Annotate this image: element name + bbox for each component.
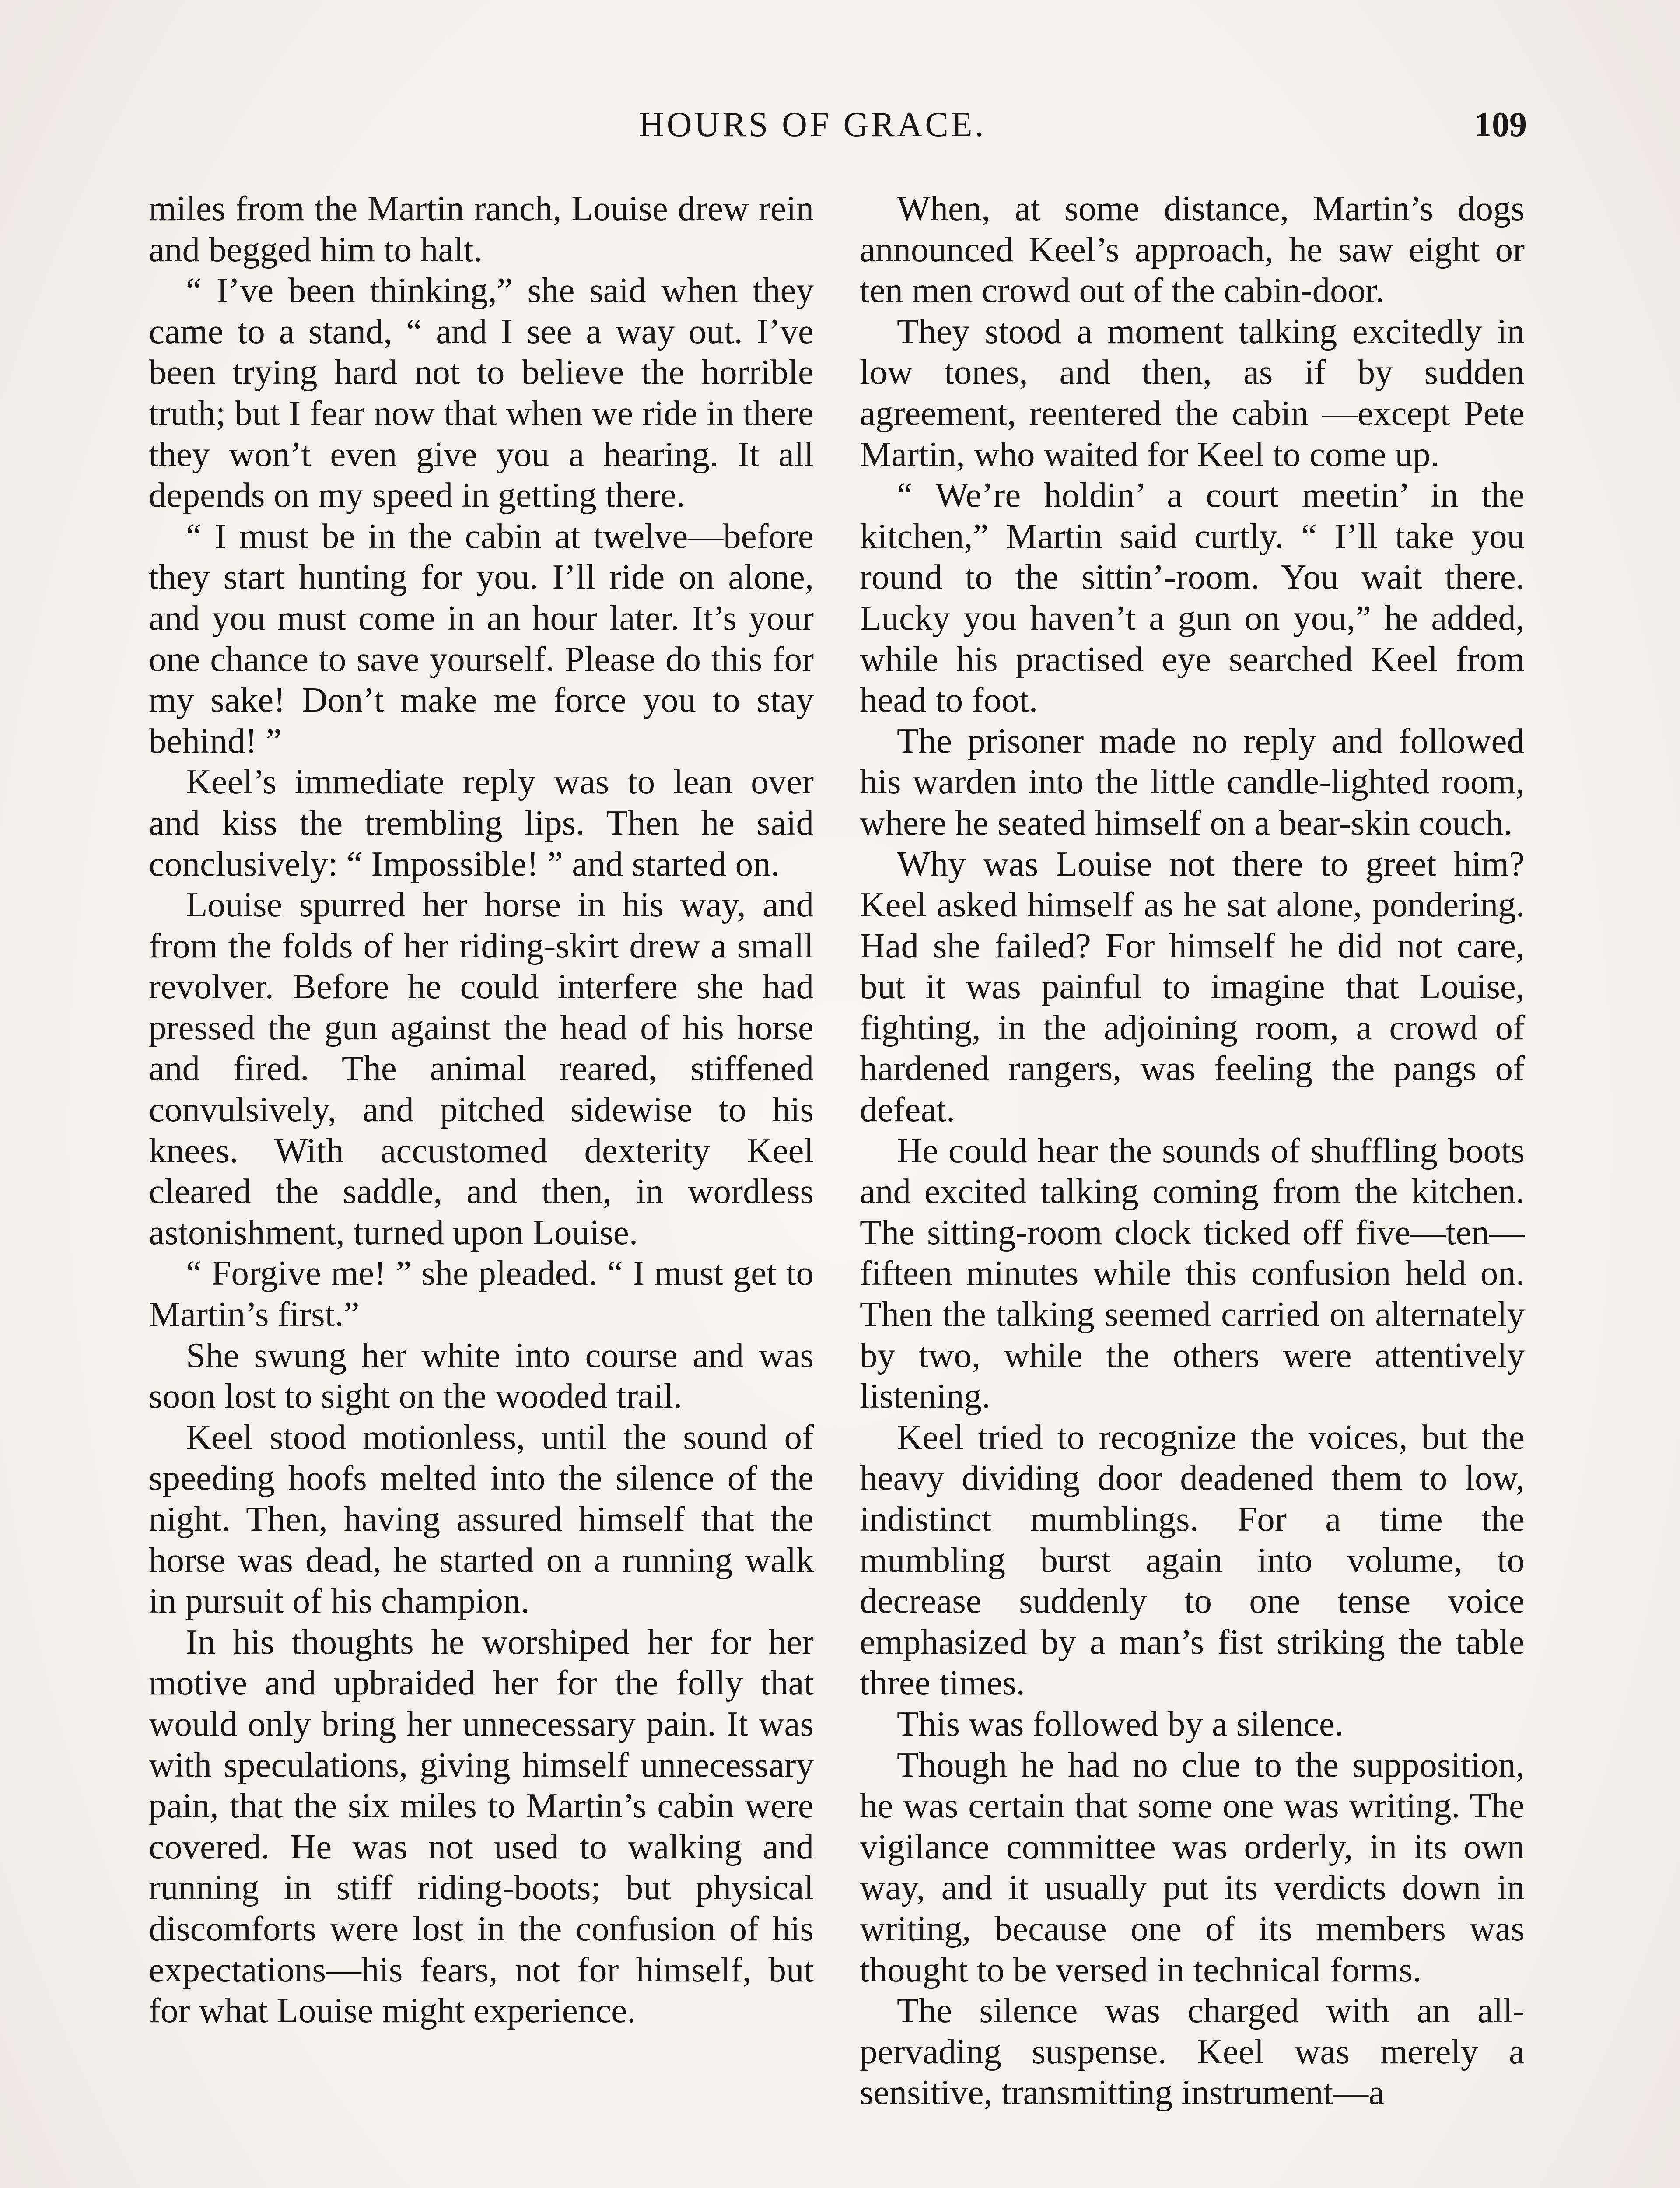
paragraph: In his thoughts he worshiped her for her motive and upbraided her for the folly that would only bring her unnecessary pain. It was with speculations, giving himself unnecessary pain, that the six miles to Martin’s cabin were covered. He was not used to walking and running in stiff riding-boots; but physical discomforts were lost in the confusion of his expectations—his fears, not for himself, but for what Louise might experience. bbox=[149, 1622, 814, 2030]
paragraph: “ We’re holdin’ a court meetin’ in the kitchen,” Martin said curtly. “ I’ll take you round to the sittin’-room. You wait there. Lucky you haven’t a gun on you,” he added, while his practised eye searched Keel from head to foot. bbox=[860, 475, 1525, 720]
paragraph: Though he had no clue to the supposition, he was certain that some one was writing. The vigilance committee was orderly, in its own way, and it usually put its verdicts down in writing, because one of its members was thought to be versed in technical forms. bbox=[860, 1745, 1525, 1989]
paragraph: Louise spurred her horse in his way, and from the folds of her riding-skirt drew a small revolver. Before he could interfere she had pressed the gun against the head of his horse and fired. The animal reared, stiffened convulsively, and pitched sidewise to his knees. With accustomed dexterity Keel cleared the saddle, and then, in wordless astonishment, turned upon Louise. bbox=[149, 885, 814, 1252]
paragraph: Keel stood motionless, until the sound of speeding hoofs melted into the silence of the night. Then, having assured himself that the horse was dead, he started on a running walk in pursuit of his champion. bbox=[149, 1417, 814, 1621]
paragraph: The silence was charged with an all-pervading suspense. Keel was merely a sensitive, transmitting instrument—a bbox=[860, 1991, 1525, 2112]
paragraph: Why was Louise not there to greet him? Keel asked himself as he sat alone, pondering. Had she failed? For himself he did not care, but it was painful to imagine that Louise, fighting, in the adjoining room, a crowd of hardened rangers, was feeling the pangs of defeat. bbox=[860, 844, 1525, 1129]
paragraph: She swung her white into course and was soon lost to sight on the wooded trail. bbox=[149, 1335, 814, 1416]
right-text-column bbox=[860, 188, 1525, 2113]
paragraph: When, at some distance, Martin’s dogs announced Keel’s approach, he saw eight or ten men crowd out of the cabin-door. bbox=[860, 189, 1525, 310]
paragraph: “ I must be in the cabin at twelve—before they start hunting for you. I’ll ride on alone, and you must come in an hour later. It’s your one chance to save yourself. Please do this for my sake! Don’t make me force you to stay behind! ” bbox=[149, 516, 814, 761]
page-number: 109 bbox=[1474, 105, 1527, 144]
paragraph: Keel tried to recognize the voices, but the heavy dividing door deadened them to low, indistinct mumblings. For a time the mumbling burst again into volume, to decrease suddenly to one tense voice emphasized by a man’s fist striking the table three times. bbox=[860, 1417, 1525, 1703]
paragraph: Keel’s immediate reply was to lean over and kiss the trembling lips. Then he said conclusively: “ Impossible! ” and started on. bbox=[149, 762, 814, 884]
paragraph: “ Forgive me! ” she pleaded. “ I must get to Martin’s first.” bbox=[149, 1253, 814, 1334]
paragraph: This was followed by a silence. bbox=[897, 1704, 1344, 1743]
paragraph: He could hear the sounds of shuffling boots and excited talking coming from the kitchen. The sitting-room clock ticked off five—ten—fifteen minutes while this confusion held on. Then the talking seemed carried on alternately by two, while the others were attentively listening. bbox=[860, 1130, 1525, 1416]
left-text-column bbox=[149, 188, 814, 2031]
paragraph: The prisoner made no reply and followed his warden into the little candle-lighted room, where he seated himself on a bear-skin couch. bbox=[860, 721, 1525, 842]
running-head-title: HOURS OF GRACE. bbox=[639, 105, 987, 144]
paragraph: miles from the Martin ranch, Louise drew rein and begged him to halt. bbox=[149, 189, 814, 269]
paragraph: They stood a moment talking excitedly in low tones, and then, as if by sudden agreement, reentered the cabin —except Pete Martin, who waited for Keel to come up. bbox=[860, 311, 1525, 474]
paragraph: “ I’ve been thinking,” she said when they came to a stand, “ and I see a way out. I’ve been trying hard not to believe the horrible truth; but I fear now that when we ride in there they won’t even give you a hearing. It all depends on my speed in getting there. bbox=[149, 270, 814, 515]
